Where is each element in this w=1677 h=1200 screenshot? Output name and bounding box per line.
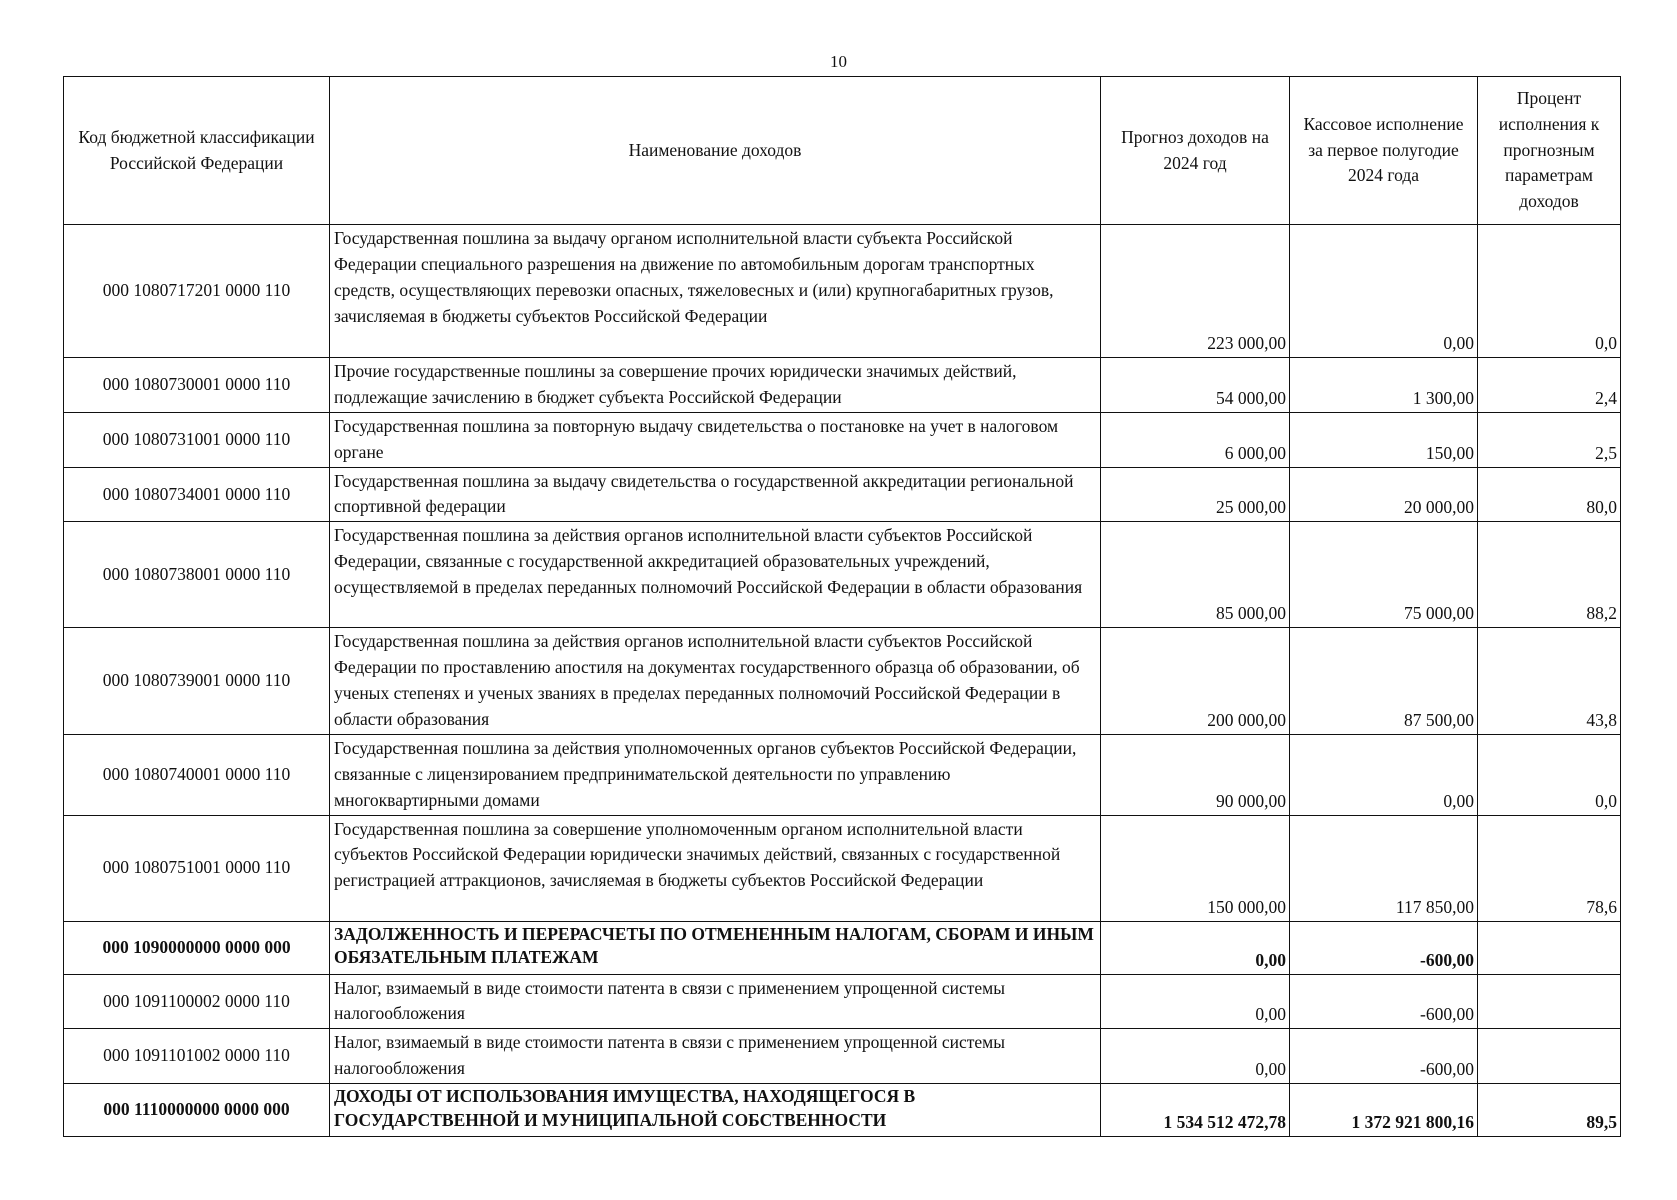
forecast-cell: 1 534 512 472,78: [1101, 1084, 1290, 1137]
percent-cell: 2,4: [1478, 358, 1621, 413]
cash-cell: 1 372 921 800,16: [1290, 1084, 1478, 1137]
header-percent: Процент исполнения к прогнозным параметрам доходов: [1478, 77, 1621, 225]
table-row: [64, 467, 1621, 522]
table-row: [64, 921, 1621, 974]
percent-cell: [1478, 1029, 1621, 1084]
code-cell: 000 1091100002 0000 110: [64, 974, 330, 1029]
table-row: [64, 1084, 1621, 1137]
forecast-cell: 223 000,00: [1101, 225, 1290, 358]
cash-cell: 150,00: [1290, 412, 1478, 467]
table-row: [64, 522, 1621, 628]
name-cell: Государственная пошлина за повторную выдачу свидетельства о постановке на учет в налоговом органе: [330, 412, 1101, 467]
cash-cell: 75 000,00: [1290, 522, 1478, 628]
code-cell: 000 1080740001 0000 110: [64, 734, 330, 815]
table-row: [64, 815, 1621, 921]
code-cell: 000 1080739001 0000 110: [64, 628, 330, 735]
percent-cell: 0,0: [1478, 225, 1621, 358]
name-cell: Государственная пошлина за выдачу органом исполнительной власти субъекта Российской Федерации специального разрешения на движение по автомобильным дорогам транспортных средств, осуществляющих перевозки опасных, тяжеловесных и (или) крупногабаритных грузов, зачисляемая в бюджеты субъектов Российской Федерации: [330, 225, 1101, 358]
code-cell: 000 1080751001 0000 110: [64, 815, 330, 921]
code-cell: 000 1080731001 0000 110: [64, 412, 330, 467]
name-cell: Налог, взимаемый в виде стоимости патента в связи с применением упрощенной системы налогообложения: [330, 1029, 1101, 1084]
cash-cell: -600,00: [1290, 974, 1478, 1029]
forecast-cell: 0,00: [1101, 1029, 1290, 1084]
code-cell: 000 1080738001 0000 110: [64, 522, 330, 628]
percent-cell: 80,0: [1478, 467, 1621, 522]
cash-cell: -600,00: [1290, 1029, 1478, 1084]
header-cash: Кассовое исполнение за первое полугодие 2024 года: [1290, 77, 1478, 225]
name-cell: Государственная пошлина за действия уполномоченных органов субъектов Российской Федерации, связанные с лицензированием предпринимательской деятельности по управлению многоквартирными домами: [330, 734, 1101, 815]
cash-cell: 0,00: [1290, 734, 1478, 815]
forecast-cell: 6 000,00: [1101, 412, 1290, 467]
page-number: 10: [830, 52, 847, 71]
name-cell: ЗАДОЛЖЕННОСТЬ И ПЕРЕРАСЧЕТЫ ПО ОТМЕНЕННЫМ НАЛОГАМ, СБОРАМ И ИНЫМ ОБЯЗАТЕЛЬНЫМ ПЛАТЕЖАМ: [330, 921, 1101, 974]
name-cell: Налог, взимаемый в виде стоимости патента в связи с применением упрощенной системы налогообложения: [330, 974, 1101, 1029]
code-cell: 000 1091101002 0000 110: [64, 1029, 330, 1084]
name-cell: Государственная пошлина за действия органов исполнительной власти субъектов Российской Федерации, связанные с государственной аккредитацией образовательных учреждений, осуществляемой в пределах переданных полномочий Российской Федерации в области образования: [330, 522, 1101, 628]
table-row: [64, 358, 1621, 413]
code-cell: 000 1080734001 0000 110: [64, 467, 330, 522]
forecast-cell: 85 000,00: [1101, 522, 1290, 628]
percent-cell: [1478, 974, 1621, 1029]
forecast-cell: 90 000,00: [1101, 734, 1290, 815]
cash-cell: 87 500,00: [1290, 628, 1478, 735]
percent-cell: 78,6: [1478, 815, 1621, 921]
header-code: Код бюджетной классификации Российской Федерации: [64, 77, 330, 225]
header-forecast: Прогноз доходов на 2024 год: [1101, 77, 1290, 225]
name-cell: Государственная пошлина за выдачу свидетельства о государственной аккредитации региональной спортивной федерации: [330, 467, 1101, 522]
table-row: [64, 628, 1621, 735]
percent-cell: 2,5: [1478, 412, 1621, 467]
forecast-cell: 54 000,00: [1101, 358, 1290, 413]
percent-cell: 88,2: [1478, 522, 1621, 628]
revenue-table: [63, 76, 1621, 1137]
name-cell: ДОХОДЫ ОТ ИСПОЛЬЗОВАНИЯ ИМУЩЕСТВА, НАХОДЯЩЕГОСЯ В ГОСУДАРСТВЕННОЙ И МУНИЦИПАЛЬНОЙ СОБСТВЕННОСТИ: [330, 1084, 1101, 1137]
table-row: [64, 734, 1621, 815]
cash-cell: 0,00: [1290, 225, 1478, 358]
cash-cell: -600,00: [1290, 921, 1478, 974]
code-cell: 000 1080730001 0000 110: [64, 358, 330, 413]
percent-cell: 43,8: [1478, 628, 1621, 735]
percent-cell: [1478, 921, 1621, 974]
name-cell: Прочие государственные пошлины за совершение прочих юридически значимых действий, подлежащие зачислению в бюджет субъекта Российской Федерации: [330, 358, 1101, 413]
name-cell: Государственная пошлина за действия органов исполнительной власти субъектов Российской Федерации по проставлению апостиля на документах государственного образца об образовании, об ученых степенях и ученых званиях в пределах переданных полномочий Российской Федерации в области образования: [330, 628, 1101, 735]
table-body: [64, 225, 1621, 1137]
cash-cell: 20 000,00: [1290, 467, 1478, 522]
forecast-cell: 0,00: [1101, 974, 1290, 1029]
header-name: Наименование доходов: [330, 77, 1101, 225]
forecast-cell: 150 000,00: [1101, 815, 1290, 921]
forecast-cell: 0,00: [1101, 921, 1290, 974]
percent-cell: 0,0: [1478, 734, 1621, 815]
forecast-cell: 200 000,00: [1101, 628, 1290, 735]
name-cell: Государственная пошлина за совершение уполномоченным органом исполнительной власти субъектов Российской Федерации юридически значимых действий, связанных с государственной регистрацией аттракционов, зачисляемая в бюджеты субъектов Российской Федерации: [330, 815, 1101, 921]
table-row: [64, 1029, 1621, 1084]
cash-cell: 117 850,00: [1290, 815, 1478, 921]
code-cell: 000 1090000000 0000 000: [64, 921, 330, 974]
percent-cell: 89,5: [1478, 1084, 1621, 1137]
table-row: [64, 225, 1621, 358]
table-row: [64, 974, 1621, 1029]
table-row: [64, 412, 1621, 467]
table-header-row: [64, 77, 1621, 225]
code-cell: 000 1080717201 0000 110: [64, 225, 330, 358]
cash-cell: 1 300,00: [1290, 358, 1478, 413]
forecast-cell: 25 000,00: [1101, 467, 1290, 522]
code-cell: 000 1110000000 0000 000: [64, 1084, 330, 1137]
